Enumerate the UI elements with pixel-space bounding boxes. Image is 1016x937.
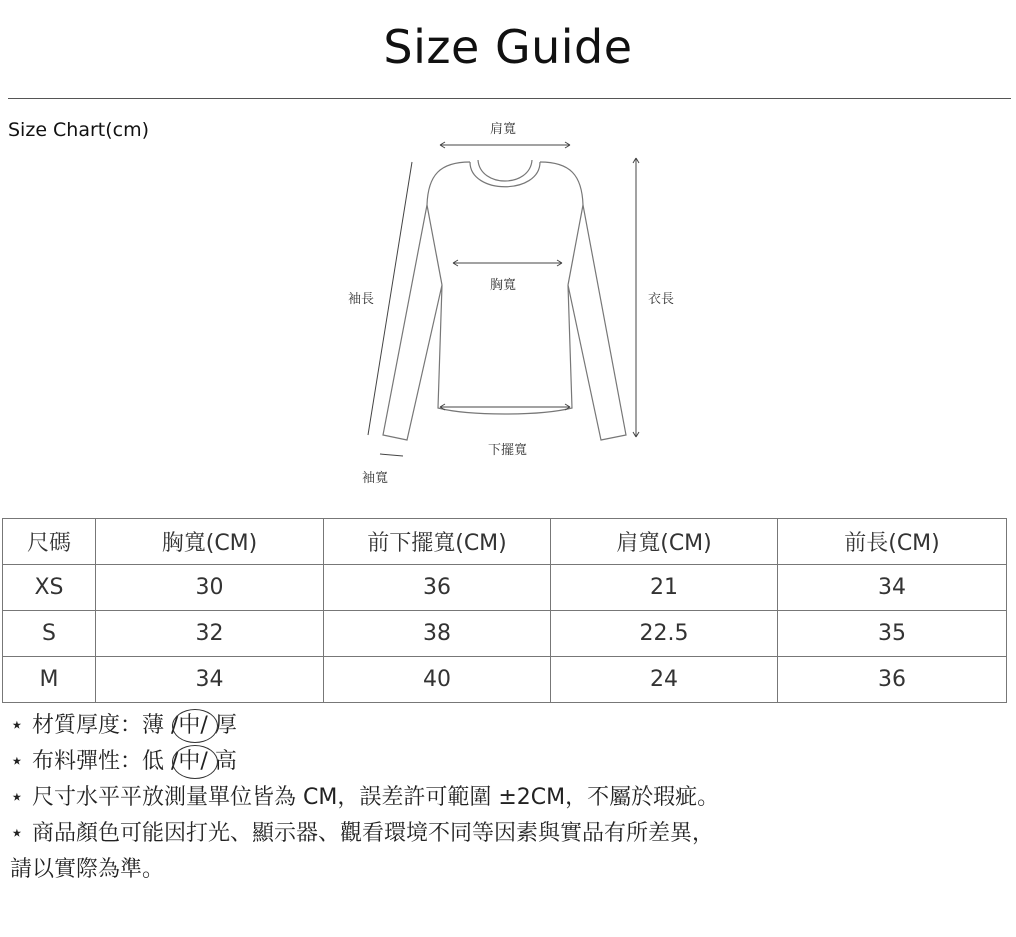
table-header-row — [3, 519, 1007, 565]
table-cell: 22.5 — [551, 611, 778, 657]
elasticity-selected: 中 — [178, 744, 200, 780]
garment-diagram — [330, 110, 690, 490]
table-header: 肩寬(CM) — [551, 519, 778, 565]
label-chest: 胸寬 — [490, 278, 517, 293]
star-icon: ⋆ — [10, 821, 24, 846]
page-title: Size Guide — [383, 20, 633, 74]
table-cell: 21 — [551, 565, 778, 611]
label-body-length: 衣長 — [648, 292, 675, 307]
table-cell: 24 — [551, 657, 778, 703]
table-cell: M — [3, 657, 96, 703]
elasticity-prefix: 布料彈性：低 / — [32, 749, 179, 774]
table-header: 胸寬(CM) — [96, 519, 324, 565]
label-hem: 下擺寬 — [488, 443, 528, 458]
thickness-selected: 中 — [178, 708, 200, 744]
note-thickness — [10, 708, 719, 744]
table-cell: 40 — [324, 657, 551, 703]
table-cell: 36 — [778, 657, 1007, 703]
thickness-suffix: / 厚 — [200, 713, 237, 738]
star-icon: ⋆ — [10, 713, 24, 738]
table-cell: S — [3, 611, 96, 657]
size-chart-heading: Size Chart(cm) — [8, 119, 150, 141]
table-header: 前長(CM) — [778, 519, 1007, 565]
label-shoulder: 肩寬 — [490, 122, 517, 137]
table-header: 前下擺寬(CM) — [324, 519, 551, 565]
table-cell: 34 — [778, 565, 1007, 611]
note-color — [10, 816, 719, 852]
table-row — [3, 657, 1007, 703]
label-sleeve-length: 袖長 — [348, 292, 375, 307]
long-sleeve-top-illustration — [330, 110, 690, 490]
note-measurement — [10, 780, 719, 816]
color-text-line1: 商品顏色可能因打光、顯示器、觀看環境不同等因素與實品有所差異， — [32, 821, 715, 846]
star-icon: ⋆ — [10, 785, 24, 810]
table-cell: 35 — [778, 611, 1007, 657]
table-row — [3, 611, 1007, 657]
table-row — [3, 565, 1007, 611]
elasticity-suffix: / 高 — [200, 749, 237, 774]
table-header: 尺碼 — [3, 519, 96, 565]
table-cell: 36 — [324, 565, 551, 611]
table-cell: 30 — [96, 565, 324, 611]
title-divider — [8, 98, 1011, 99]
table-cell: XS — [3, 565, 96, 611]
star-icon: ⋆ — [10, 749, 24, 774]
size-table — [2, 518, 1007, 703]
label-sleeve-width: 袖寬 — [362, 471, 389, 486]
notes-list — [10, 708, 719, 888]
table-cell: 32 — [96, 611, 324, 657]
measurement-text: 尺寸水平平放測量單位皆為 CM，誤差許可範圍 ±2CM，不屬於瑕疵。 — [32, 785, 720, 810]
note-color-continued: 請以實際為準。 — [10, 857, 165, 882]
note-elasticity — [10, 744, 719, 780]
table-cell: 34 — [96, 657, 324, 703]
table-cell: 38 — [324, 611, 551, 657]
thickness-prefix: 材質厚度：薄 / — [32, 713, 179, 738]
